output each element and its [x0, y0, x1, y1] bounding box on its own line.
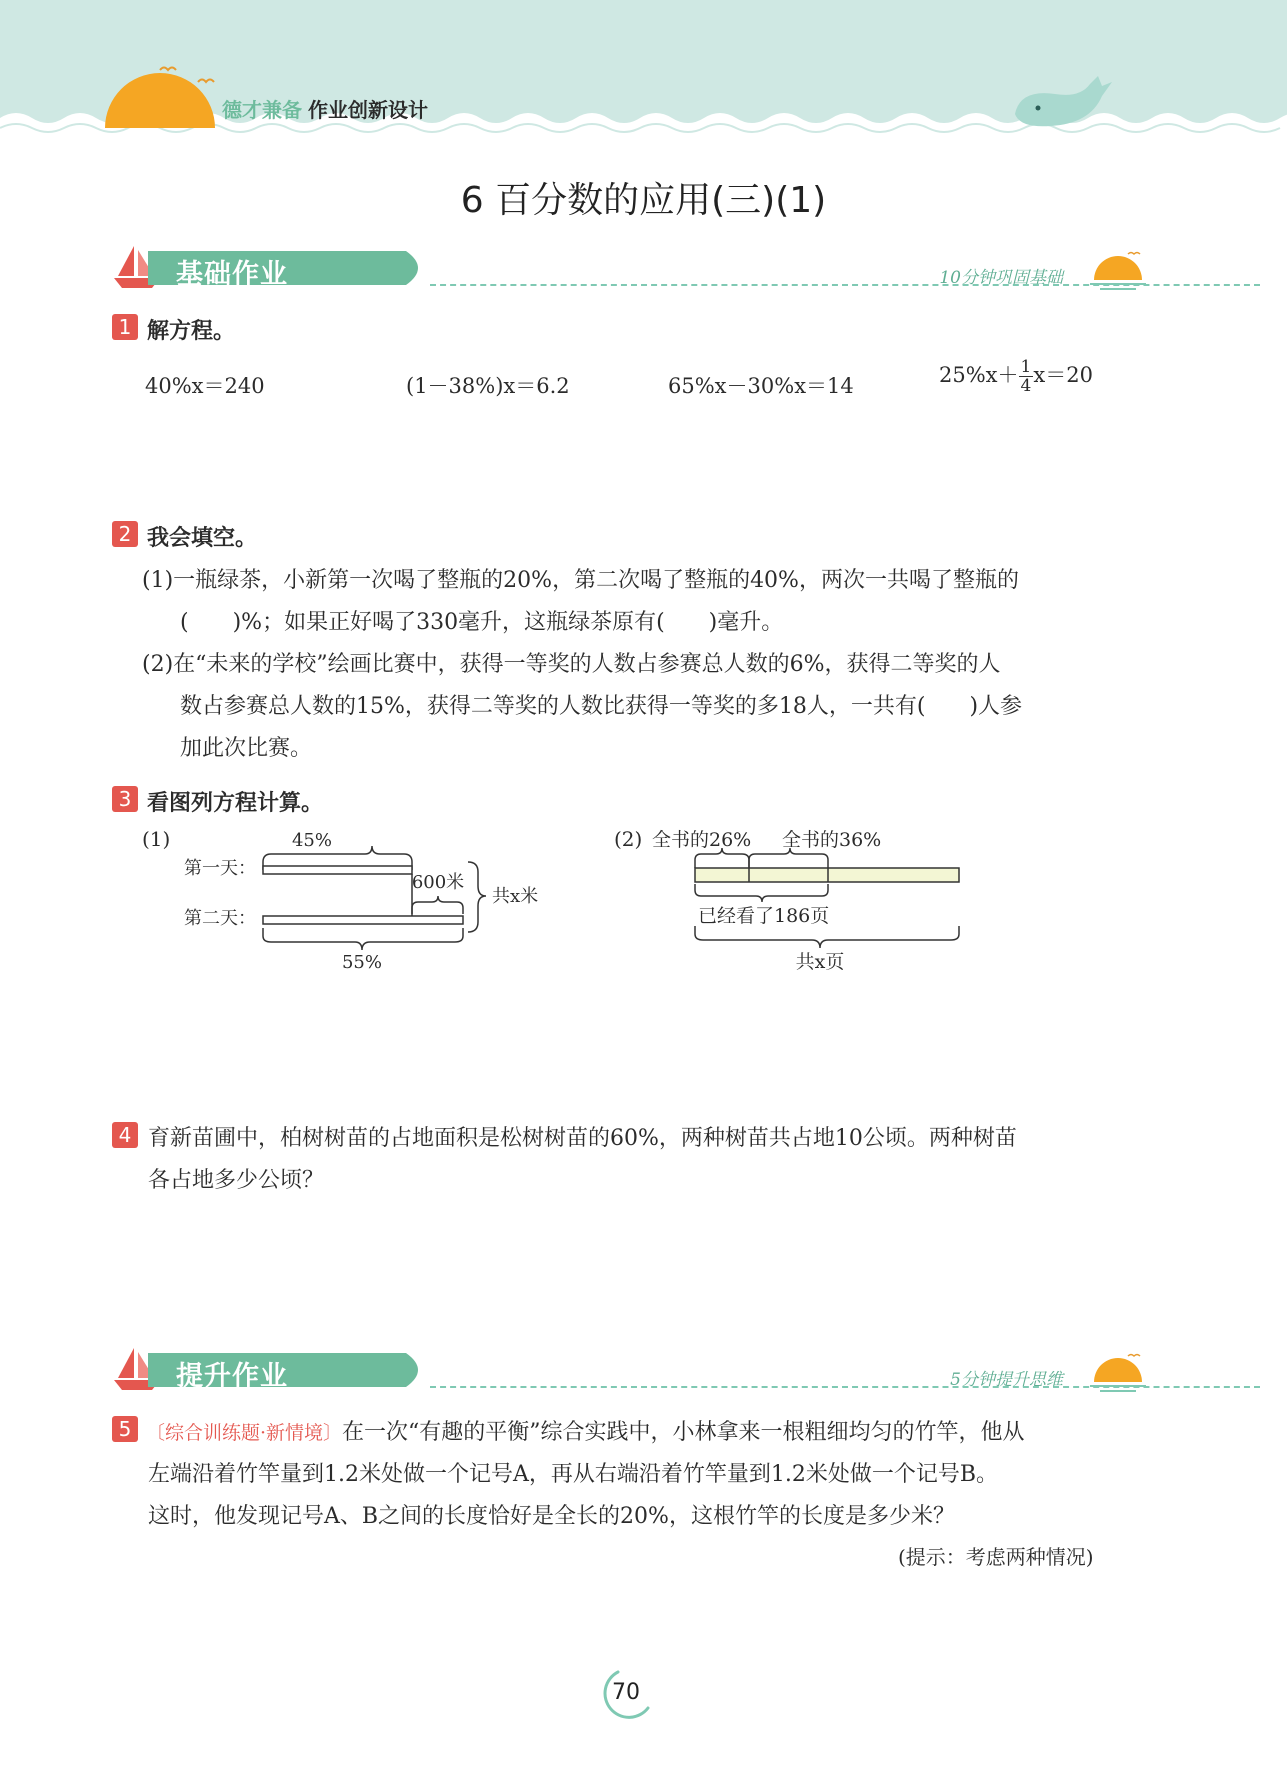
page-number-badge	[596, 1664, 656, 1724]
equation-1d-prefix: 25%x＋	[939, 363, 1019, 387]
question-4-line-1: 育新苗圃中，柏树树苗的占地面积是松树树苗的60%，两种树苗共占地10公顷。两种树苗	[148, 1126, 1017, 1151]
question-2-line-5: 加此次比赛。	[180, 736, 313, 761]
diagram-2-book-bar	[695, 868, 959, 882]
diagram-1-day1-bar	[263, 866, 412, 874]
fraction-denominator: 4	[1020, 376, 1032, 396]
small-sun-icon	[1088, 1350, 1148, 1394]
question-number-2: 2	[112, 521, 138, 547]
question-5-line-2: 左端沿着竹竿量到1.2米处做一个记号A，再从右端沿着竹竿量到1.2米处做一个记号B。	[148, 1462, 999, 1487]
section-hint-basic: 10分钟巩固基础	[939, 268, 1063, 288]
section-hint-advanced: 5分钟提升思维	[950, 1370, 1063, 1390]
question-5-line-3: 这时，他发现记号A、B之间的长度恰好是全长的20%，这根竹竿的长度是多少米？	[148, 1504, 955, 1529]
equation-1c: 65%x－30%x＝14	[668, 374, 854, 398]
diagram-1	[140, 822, 560, 972]
question-number-4: 4	[112, 1122, 138, 1148]
brand-line	[222, 94, 428, 123]
diagram-2-total: 共x页	[795, 951, 845, 972]
equation-1d-suffix: x＝20	[1033, 363, 1093, 387]
diagram-1-label: (1)	[142, 827, 171, 851]
diagram-2-percent-36: 全书的36%	[782, 829, 882, 851]
diagram-2-percent-26: 全书的26%	[652, 829, 752, 851]
question-5-line-1-text: 在一次“有趣的平衡”综合实践中，小林拿来一根粗细均匀的竹竿，他从	[342, 1420, 1025, 1445]
question-2-line-4: 数占参赛总人数的15%，获得二等奖的人数比获得一等奖的多18人，一共有( )人参	[180, 694, 1023, 719]
brand-name: 德才兼备	[222, 98, 302, 122]
diagram-1-day2-bar	[263, 916, 463, 924]
equation-1a: 40%x＝240	[145, 374, 265, 398]
question-2-line-3: (2)在“未来的学校”绘画比赛中，获得一等奖的人数占参赛总人数的6%，获得二等奖的人	[142, 652, 1001, 677]
small-sun-icon	[1088, 248, 1148, 292]
diagram-1-day1-label: 第一天：	[184, 858, 256, 879]
diagram-1-top-percent: 45%	[291, 830, 333, 851]
diagram-1-total: 共x米	[492, 886, 539, 907]
question-5-line-1	[146, 1415, 1025, 1446]
question-1-heading: 解方程。	[147, 319, 236, 344]
diagram-1-diff-brace	[412, 896, 463, 914]
diagram-1-day2-label: 第二天：	[184, 908, 256, 929]
fraction-one-quarter	[1019, 358, 1034, 395]
diagram-2-label: (2)	[614, 827, 643, 851]
diagram-1-bottom-brace	[263, 928, 463, 950]
brand-subtitle: 作业创新设计	[308, 98, 428, 122]
section-banner-basic	[112, 244, 1148, 292]
question-number-3: 3	[112, 786, 138, 812]
diagram-1-difference: 600米	[411, 872, 465, 893]
diagram-2-total-brace	[695, 926, 959, 948]
question-5-hint: (提示：考虑两种情况)	[898, 1545, 1094, 1569]
section-label-advanced: 提升作业	[176, 1361, 288, 1392]
question-2-line-1: (1)一瓶绿茶，小新第一次喝了整瓶的20%，第二次喝了整瓶的40%，两次一共喝了整瓶的	[142, 568, 1019, 593]
section-banner-advanced	[112, 1346, 1148, 1394]
section-label-basic: 基础作业	[176, 259, 288, 290]
whale-icon	[1010, 74, 1115, 134]
question-2-line-2: ( )%；如果正好喝了330毫升，这瓶绿茶原有( )毫升。	[180, 610, 784, 635]
equation-1b: (1－38%)x＝6.2	[406, 374, 570, 398]
diagram-2-read-brace	[695, 884, 828, 902]
page-title: 6 百分数的应用(三)(1)	[460, 180, 827, 221]
seagulls-icon	[150, 60, 220, 100]
question-4-line-2: 各占地多少公顷？	[148, 1168, 325, 1193]
question-number-5: 5	[112, 1416, 138, 1442]
question-2-heading: 我会填空。	[147, 526, 258, 551]
diagram-1-bottom-percent: 55%	[341, 952, 383, 972]
diagram-2-brace-26	[695, 848, 749, 868]
question-number-1: 1	[112, 314, 138, 340]
diagram-2-read-label: 已经看了186页	[698, 905, 830, 927]
diagram-2	[612, 822, 972, 972]
page-number: 70	[612, 1680, 640, 1705]
question-3-heading: 看图列方程计算。	[147, 791, 324, 816]
diagram-1-right-brace	[468, 862, 486, 932]
diagram-2-brace-36	[749, 848, 828, 868]
question-5-tag: 〔综合训练题·新情境〕	[146, 1422, 343, 1444]
fraction-numerator: 1	[1020, 357, 1032, 377]
equation-1d	[939, 358, 1093, 395]
